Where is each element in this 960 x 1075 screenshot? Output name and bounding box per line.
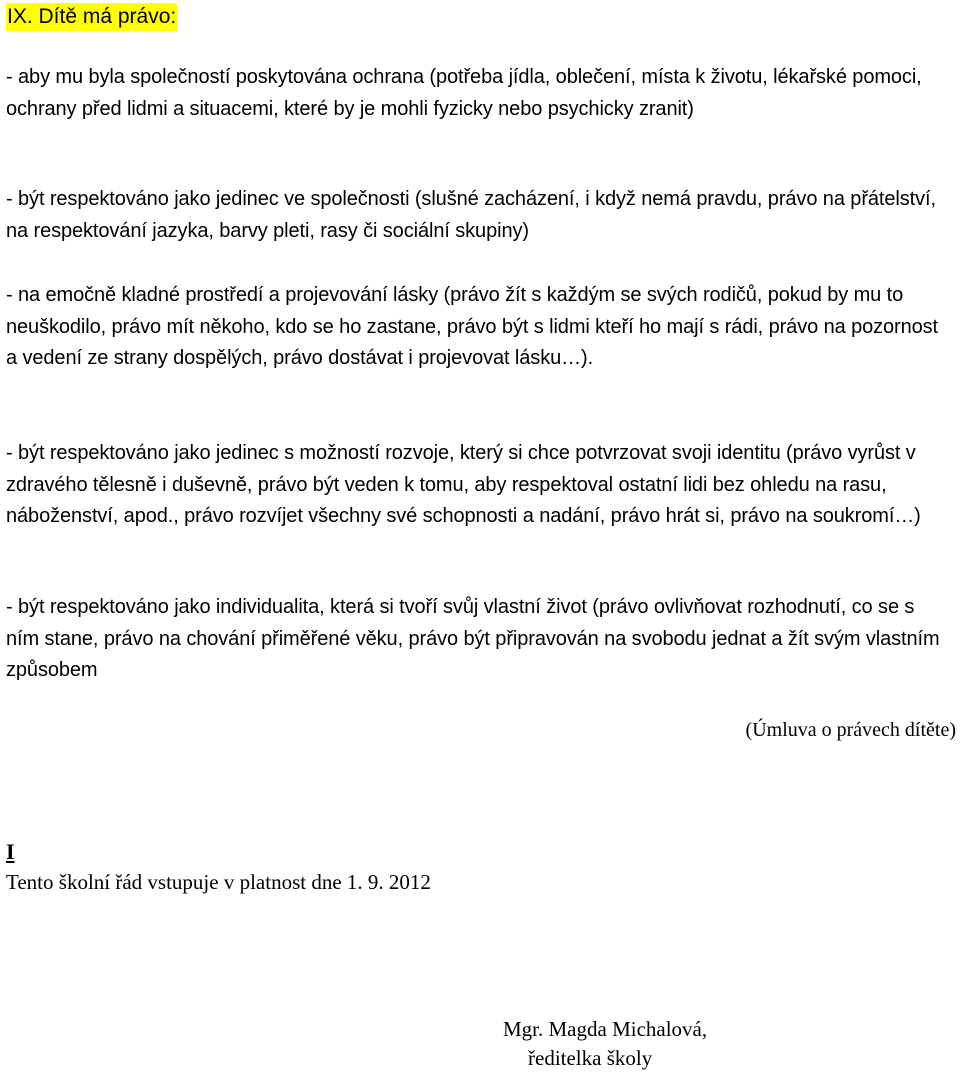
convention-citation: (Úmluva o právech dítěte) — [745, 719, 956, 741]
signature-role: ředitelka školy — [528, 1046, 653, 1070]
right-individuality-paragraph: - být respektováno jako individualita, která si tvoří svůj vlastní život (právo ovlivňovat rozhodnutí, co se s ním stane, právo na chování přiměřené věku, právo být připravován na svobodu jednat a žít svým vlastním způsobem — [6, 596, 940, 681]
signature-name: Mgr. Magda Michalová, — [503, 1017, 708, 1041]
right-respect-paragraph: - být respektováno jako jedinec ve společnosti (slušné zacházení, i když nemá pravdu, právo na přátelství, na respektování jazyka, barvy pleti, rasy či sociální skupiny) — [6, 188, 936, 242]
closing-section-mark: I — [6, 839, 15, 864]
right-protection-paragraph: - aby mu byla společností poskytována ochrana (potřeba jídla, oblečení, místa k životu, lékařské pomoci, ochrany před lidmi a situacemi, které by je mohli fyzicky nebo psychicky zranit) — [6, 66, 922, 120]
effective-date-statement: Tento školní řád vstupuje v platnost dne 1. 9. 2012 — [6, 870, 431, 894]
right-emotional-environment-paragraph: - na emočně kladné prostředí a projevování lásky (právo žít s každým se svých rodičů, pokud by mu to neuškodilo, právo mít někoho, kdo se ho zastane, právo být s lidmi kteří ho mají s rádi, právo na pozornost a vedení ze strany dospělých, právo dostávat i projevovat lásku…). — [6, 284, 939, 369]
right-development-paragraph: - být respektováno jako jedinec s možností rozvoje, který si chce potvrzovat svoji identitu (právo vyrůst v zdravého tělesně i duševně, právo být veden k tomu, aby respektoval ostatní lidi bez ohledu na rasu, náboženství, apod., právo rozvíjet všechny své schopnosti a nadání, právo hrát si, právo na soukromí…) — [6, 442, 921, 527]
section-heading: IX. Dítě má právo: — [6, 3, 177, 31]
